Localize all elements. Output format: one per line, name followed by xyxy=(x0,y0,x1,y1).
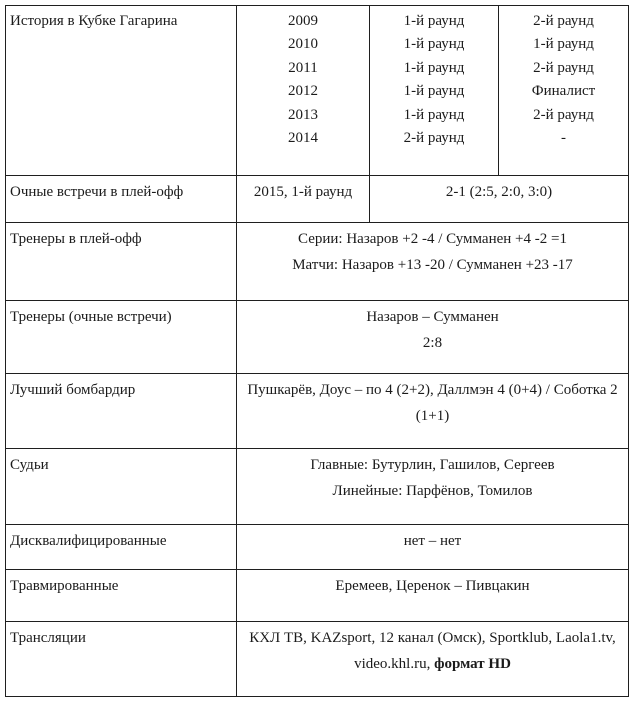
head-to-head-score: 2-1 (2:5, 2:0, 3:0) xyxy=(370,176,629,223)
disqualified-label: Дисквалифицированные xyxy=(6,525,237,570)
year-item: 2009 xyxy=(288,13,318,29)
year-item: 2010 xyxy=(288,36,318,53)
history-label: История в Кубке Гагарина xyxy=(6,6,237,176)
history-years-cell xyxy=(237,6,370,176)
coaches-h2h-value xyxy=(237,301,629,374)
referees-main: Главные: Бутурлин, Гашилов, Сергеев xyxy=(310,457,555,473)
result-item: 2-й раунд xyxy=(533,106,594,123)
broadcasts-channels: КХЛ ТВ, KAZsport, 12 канал (Омск), Sportklub, Laola1.tv, video.khl.ru, xyxy=(249,630,616,672)
coaches-h2h-label: Тренеры (очные встречи) xyxy=(6,301,237,374)
year-item: 2013 xyxy=(288,106,318,123)
injured-label: Травмированные xyxy=(6,570,237,622)
result-item: - xyxy=(561,129,566,146)
result-item: 1-й раунд xyxy=(403,83,465,100)
coaches-playoff-value xyxy=(237,223,629,301)
broadcasts-label: Трансляции xyxy=(6,622,237,697)
coaches-playoff-matches: Матчи: Назаров +13 -20 / Сумманен +23 -17 xyxy=(292,256,573,273)
result-item: 1-й раунд xyxy=(403,59,465,76)
result-item: 1-й раунд xyxy=(403,13,465,29)
result-item: 1-й раунд xyxy=(403,36,465,53)
referees-label: Судьи xyxy=(6,449,237,525)
head-to-head-label: Очные встречи в плей-офф xyxy=(6,176,237,223)
row-disqualified xyxy=(6,525,629,570)
top-scorer-label: Лучший бомбардир xyxy=(6,374,237,449)
result-item: 1-й раунд xyxy=(533,36,594,53)
coaches-h2h-names: Назаров – Сумманен xyxy=(366,309,499,325)
row-top-scorer xyxy=(6,374,629,449)
coaches-playoff-series: Серии: Назаров +2 -4 / Сумманен +4 -2 =1 xyxy=(298,231,567,247)
row-history xyxy=(6,6,629,176)
row-broadcasts xyxy=(6,622,629,697)
year-item: 2014 xyxy=(288,129,318,146)
referees-linesmen: Линейные: Парфёнов, Томилов xyxy=(332,482,533,499)
playoff-stats-table xyxy=(5,5,629,697)
result-item: 2-й раунд xyxy=(533,59,594,76)
result-item: 2-й раунд xyxy=(533,13,594,29)
year-item: 2011 xyxy=(288,59,318,76)
coaches-h2h-score: 2:8 xyxy=(422,334,443,351)
result-item: Финалист xyxy=(531,83,596,100)
year-item: 2012 xyxy=(288,83,318,100)
row-coaches-playoff xyxy=(6,223,629,301)
broadcasts-format-hd: формат HD xyxy=(434,655,511,672)
result-item: 1-й раунд xyxy=(403,106,465,123)
disqualified-value: нет – нет xyxy=(237,525,629,570)
row-head-to-head xyxy=(6,176,629,223)
history-results-right-cell xyxy=(499,6,629,176)
broadcasts-value xyxy=(237,622,629,697)
row-injured xyxy=(6,570,629,622)
result-item: 2-й раунд xyxy=(403,129,465,146)
row-coaches-h2h xyxy=(6,301,629,374)
row-referees xyxy=(6,449,629,525)
injured-value: Еремеев, Церенок – Пивцакин xyxy=(237,570,629,622)
history-results-left-cell xyxy=(370,6,499,176)
head-to-head-season: 2015, 1-й раунд xyxy=(237,176,370,223)
referees-value xyxy=(237,449,629,525)
top-scorer-value: Пушкарёв, Доус – по 4 (2+2), Даллмэн 4 (0+4) / Соботка 2 (1+1) xyxy=(237,374,629,449)
coaches-playoff-label: Тренеры в плей-офф xyxy=(6,223,237,301)
